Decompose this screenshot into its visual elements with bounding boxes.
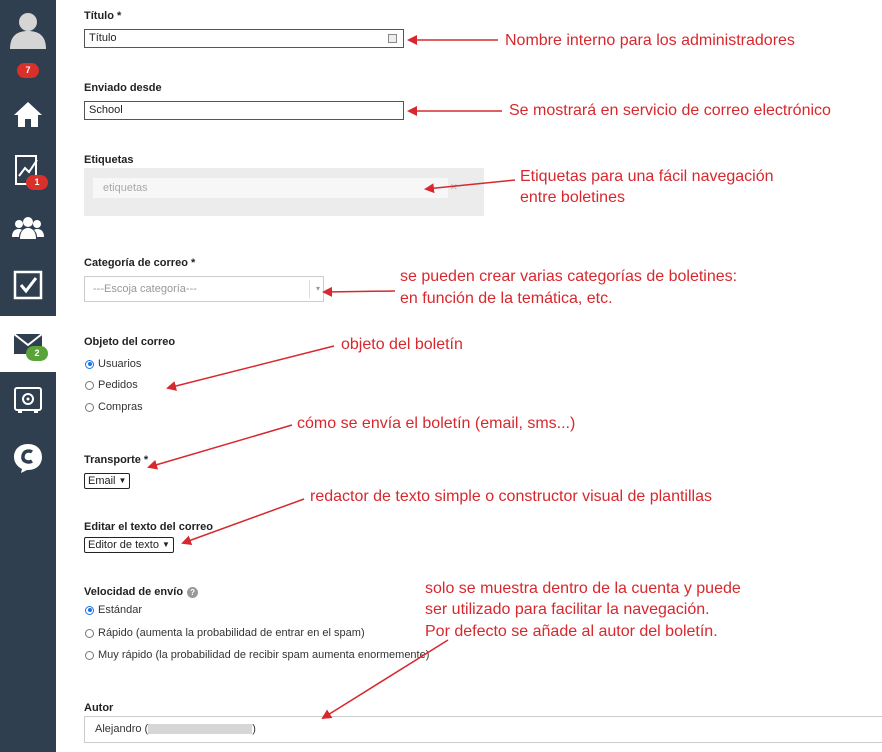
radio-muy-rapido[interactable]	[85, 649, 429, 661]
annotation-author-1: solo se muestra dentro de la cuenta y puede	[425, 580, 741, 597]
sidebar	[0, 0, 56, 752]
radio-rapido-control[interactable]	[85, 629, 94, 638]
author-suffix: )	[252, 723, 256, 735]
annotation-object: objeto del boletín	[341, 336, 463, 353]
annotation-sent-from: Se mostrará en servicio de correo electrónico	[509, 102, 831, 119]
speed-label-row	[84, 586, 198, 598]
tags-placeholder: etiquetas	[103, 182, 148, 194]
annotation-editor: redactor de texto simple o constructor visual de plantillas	[310, 488, 712, 505]
analytics-badge: 1	[26, 175, 48, 190]
category-divider	[309, 280, 310, 298]
sidebar-item-tasks[interactable]	[0, 256, 56, 314]
radio-pedidos-control[interactable]	[85, 381, 94, 390]
edit-text-label: Editar el texto del correo	[84, 521, 213, 533]
arrow-category	[324, 291, 395, 292]
chevron-down-icon: ▾	[315, 284, 320, 293]
title-label: Título *	[84, 10, 122, 22]
safe-icon	[13, 385, 43, 415]
sent-from-input[interactable]: School	[84, 101, 404, 120]
radio-pedidos[interactable]	[85, 379, 138, 391]
radio-estandar[interactable]	[85, 604, 142, 616]
author-label: Autor	[84, 702, 114, 714]
annotation-category-1: se pueden crear varias categorías de boletines:	[400, 268, 738, 285]
checkbox-icon	[13, 270, 43, 300]
help-icon[interactable]: ?	[187, 587, 198, 598]
radio-compras-control[interactable]	[85, 403, 94, 412]
home-icon	[13, 99, 43, 129]
title-input[interactable]	[84, 29, 404, 48]
radio-rapido-label: Rápido (aumenta la probabilidad de entrar en el spam)	[98, 627, 365, 639]
editor-select[interactable]	[84, 537, 174, 553]
editor-value: Editor de texto	[88, 539, 159, 551]
transport-value: Email	[88, 475, 116, 487]
user-avatar[interactable]	[0, 0, 56, 58]
avatar-icon	[8, 9, 48, 49]
radio-usuarios-label: Usuarios	[98, 358, 142, 370]
radio-muy-rapido-label: Muy rápido (la probabilidad de recibir spam aumenta enormemente)	[98, 649, 430, 661]
tags-panel	[84, 168, 484, 216]
sidebar-item-mail[interactable]	[0, 316, 56, 372]
chat-c-icon	[12, 442, 44, 474]
speed-label: Velocidad de envío	[84, 586, 184, 598]
tags-clear-icon[interactable]: ×	[450, 179, 458, 194]
redacted-text	[148, 724, 252, 734]
tags-label: Etiquetas	[84, 154, 134, 166]
annotation-author-3: Por defecto se añade al autor del boletín.	[425, 623, 718, 640]
sidebar-item-home[interactable]	[0, 86, 56, 142]
title-input-value: Título	[89, 32, 117, 44]
radio-rapido[interactable]	[85, 627, 365, 639]
category-placeholder: ---Escoja categoría---	[93, 283, 197, 295]
users-icon	[12, 215, 44, 241]
radio-estandar-control[interactable]	[85, 606, 94, 615]
object-label: Objeto del correo	[84, 336, 176, 348]
sidebar-item-users[interactable]	[0, 200, 56, 256]
category-select[interactable]	[84, 276, 324, 302]
arrow-object	[168, 346, 334, 388]
annotation-tags-2: entre boletines	[520, 189, 625, 206]
radio-usuarios[interactable]	[85, 358, 141, 370]
annotation-tags-1: Etiquetas para una fácil navegación	[520, 168, 774, 185]
sidebar-item-vault[interactable]	[0, 372, 56, 428]
radio-compras-label: Compras	[98, 401, 143, 413]
author-input[interactable]	[84, 716, 882, 743]
category-label: Categoría de correo *	[84, 257, 196, 269]
transport-label: Transporte *	[84, 454, 149, 466]
sidebar-item-analytics[interactable]	[0, 142, 56, 200]
chevron-down-icon: ▼	[118, 476, 127, 485]
mail-badge: 2	[26, 346, 48, 361]
transport-select[interactable]	[84, 473, 130, 489]
sent-from-label: Enviado desde	[84, 82, 162, 94]
annotation-transport: cómo se envía el boletín (email, sms...)	[297, 415, 576, 432]
chevron-down-icon: ▼	[161, 540, 170, 549]
annotation-category-2: en función de la temática, etc.	[400, 290, 613, 307]
radio-estandar-label: Estándar	[98, 604, 143, 616]
field-list-icon	[388, 34, 397, 43]
sidebar-item-chat[interactable]	[0, 430, 56, 486]
radio-usuarios-control[interactable]	[85, 360, 94, 369]
notifications-badge: 7	[17, 63, 39, 78]
author-prefix: Alejandro (	[95, 723, 149, 735]
annotation-title: Nombre interno para los administradores	[505, 32, 795, 49]
radio-pedidos-label: Pedidos	[98, 379, 138, 391]
annotation-author-2: ser utilizado para facilitar la navegación.	[425, 601, 710, 618]
radio-muy-rapido-control[interactable]	[85, 651, 94, 660]
arrow-transport	[149, 425, 292, 467]
radio-compras[interactable]	[85, 401, 143, 413]
tags-input[interactable]	[93, 178, 448, 198]
